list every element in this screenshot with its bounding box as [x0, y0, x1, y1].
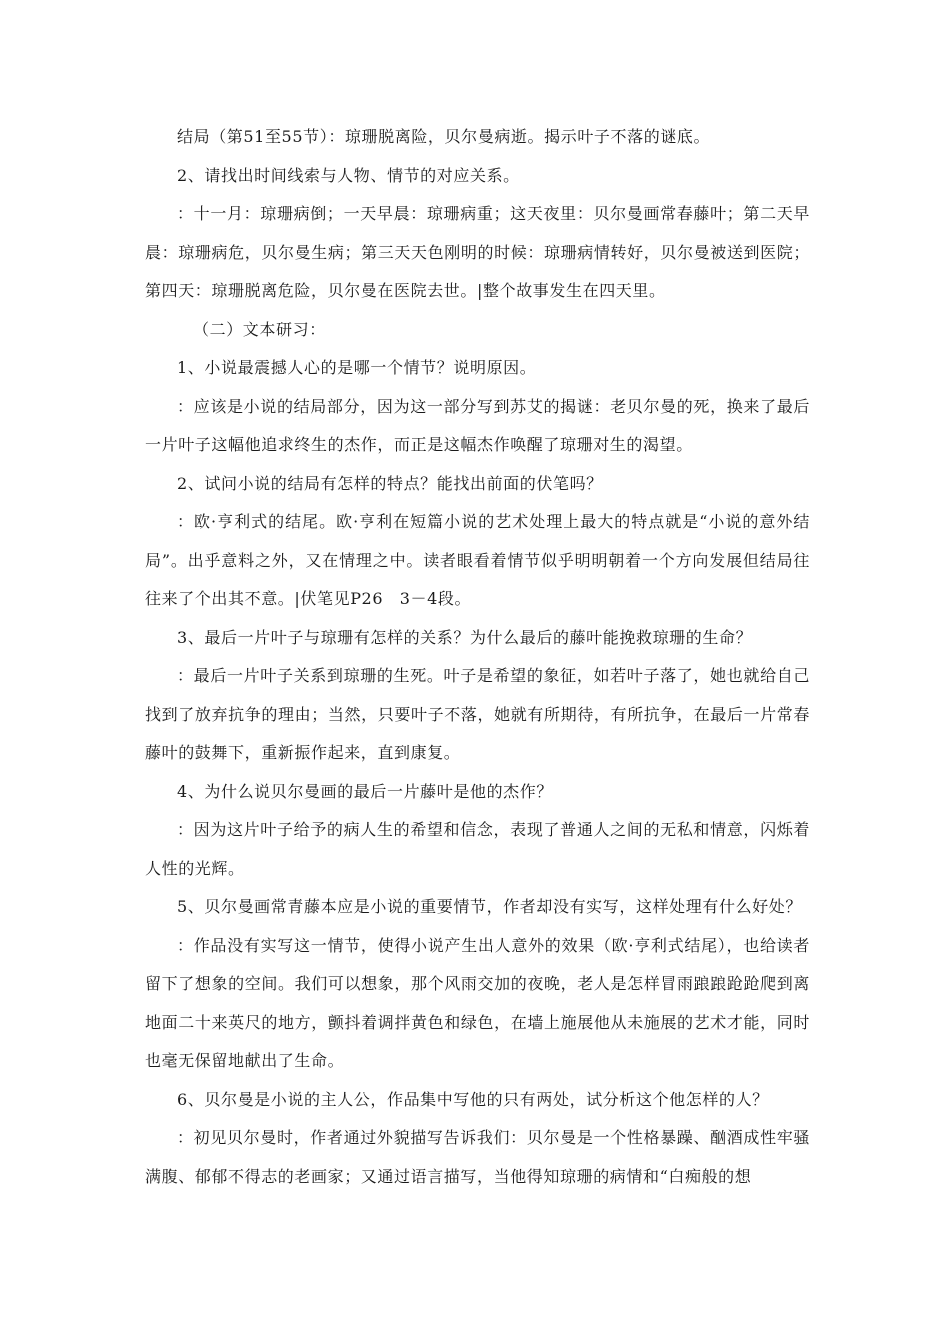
answer-4: ：因为这片叶子给予的病人生的希望和信念，表现了普通人之间的无私和情意，闪烁着人性的光辉。: [145, 820, 810, 878]
question-timeline: 2、请找出时间线索与人物、情节的对应关系。: [177, 165, 520, 185]
question-3: 3、最后一片叶子与琼珊有怎样的关系？为什么最后的藤叶能挽救琼珊的生命？: [177, 627, 753, 647]
paragraph-ending-summary: 结局（第51至55节）：琼珊脱离险，贝尔曼病逝。揭示叶子不落的谜底。: [177, 127, 711, 146]
document-body: [145, 118, 810, 1196]
question-1: 1、小说最震撼人心的是哪一个情节？说明原因。: [177, 358, 537, 377]
answer-1: ：应该是小说的结局部分，因为这一部分写到苏艾的揭谜：老贝尔曼的死，换来了最后一片叶子这幅他追求终生的杰作，而正是这幅杰作唤醒了琼珊对生的渴望。: [145, 396, 810, 454]
question-5: 5、贝尔曼画常青藤本应是小说的重要情节，作者却没有实写，这样处理有什么好处？: [177, 897, 802, 916]
answer-5: ：作品没有实写这一情节，使得小说产生出人意外的效果（欧·亨利式结尾），也给读者留下了想象的空间。我们可以想象，那个风雨交加的夜晚，老人是怎样冒雨踉踉跄跄爬到离地面二十来英尺的地方，颤抖着调拌黄色和绿色，在墙上施展他从未施展的艺术才能，同时也毫无保留地献出了生命。: [145, 935, 810, 1070]
answer-6: ：初见贝尔曼时，作者通过外貌描写告诉我们：贝尔曼是一个性格暴躁、酗酒成性牢骚满腹、郁郁不得志的老画家；又通过语言描写，当他得知琼珊的病情和“白痴般的想: [145, 1128, 810, 1186]
answer-3: ：最后一片叶子关系到琼珊的生死。叶子是希望的象征，如若叶子落了，她也就给自己找到了放弃抗争的理由；当然，只要叶子不落，她就有所期待，有所抗争，在最后一片常春藤叶的鼓舞下，重新振作起来，直到康复。: [145, 666, 810, 762]
question-4: 4、为什么说贝尔曼画的最后一片藤叶是他的杰作？: [177, 781, 553, 801]
question-2: 2、试问小说的结局有怎样的特点？能找出前面的伏笔吗？: [177, 473, 603, 493]
answer-2: ：欧·亨利式的结尾。欧·亨利在短篇小说的艺术处理上最大的特点就是“小说的意外结局”。出乎意料之外，又在情理之中。读者眼看着情节似乎明明朝着一个方向发展但结局往往来了个出其不意。|伏笔见P26 3－4段。: [145, 512, 810, 608]
answer-timeline: ：十一月：琼珊病倒；一天早晨：琼珊病重；这天夜里：贝尔曼画常春藤叶；第二天早晨：琼珊病危，贝尔曼生病；第三天天色刚明的时候：琼珊病情转好，贝尔曼被送到医院；第四天：琼珊脱离危险，贝尔曼在医院去世。|整个故事发生在四天里。: [145, 204, 810, 300]
question-6: 6、贝尔曼是小说的主人公，作品集中写他的只有两处，试分析这个他怎样的人？: [177, 1089, 769, 1109]
section-heading-text-study: （二）文本研习：: [193, 319, 326, 339]
